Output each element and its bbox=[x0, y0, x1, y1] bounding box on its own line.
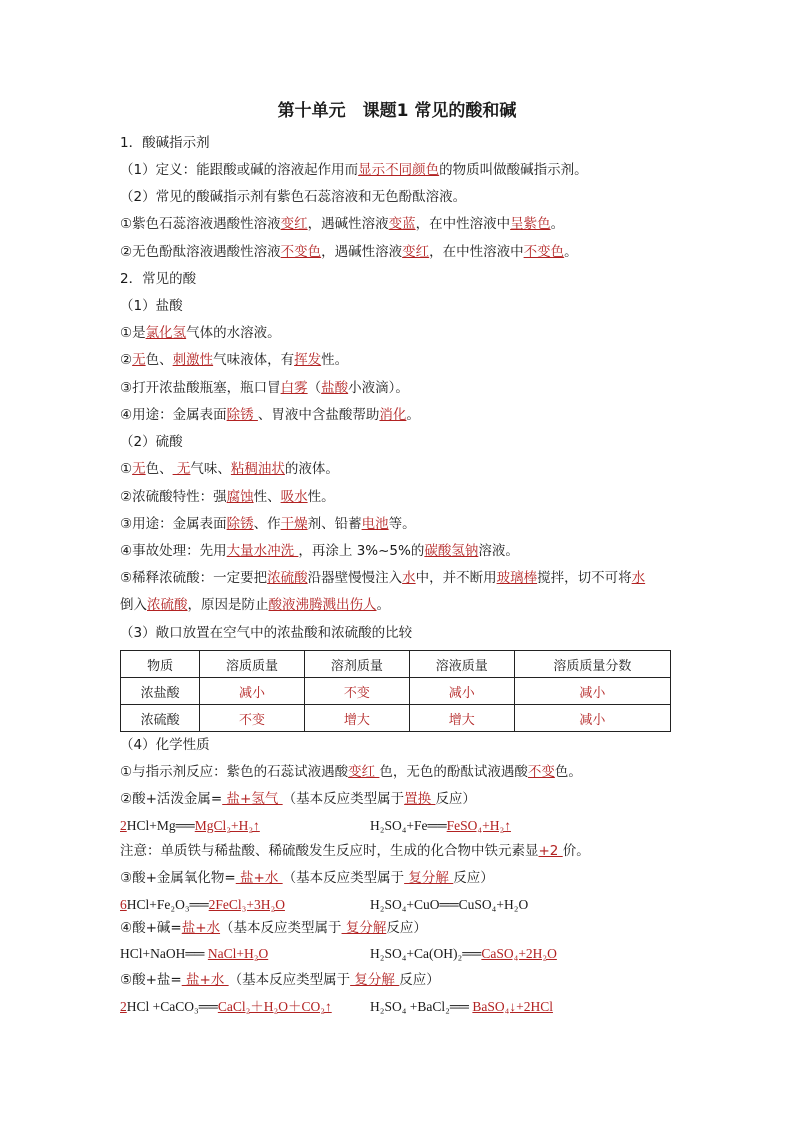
table-cell: 减小 bbox=[514, 705, 670, 732]
text-line bbox=[120, 790, 680, 808]
table-row bbox=[121, 678, 671, 705]
text-segment: 。 bbox=[376, 597, 390, 613]
text-segment: （2）常见的酸碱指示剂有紫色石蕊溶液和无色酚酞溶液。 bbox=[120, 189, 467, 205]
text-line bbox=[120, 460, 680, 478]
text-segment: ④用途：金属表面 bbox=[120, 407, 227, 423]
answer-blank: FeSO₄+H₂↑ bbox=[446, 818, 511, 833]
text-segment: ，在中性溶液中 bbox=[429, 244, 524, 260]
table-header-cell: 溶剂质量 bbox=[304, 651, 409, 678]
text-line bbox=[120, 919, 680, 937]
text-segment: 。 bbox=[406, 407, 420, 423]
page-title: 第十单元 课题1 常见的酸和碱 bbox=[277, 101, 517, 121]
text-segment: HCl+NaOH══ bbox=[120, 946, 208, 961]
text-segment: H₂SO₄ +BaCl₂══ bbox=[370, 999, 473, 1014]
equation-line bbox=[120, 817, 680, 835]
text-segment: ④事故处理：先用 bbox=[120, 543, 227, 559]
answer-blank: 除锈 bbox=[226, 407, 258, 423]
answer-blank: 粘稠油状 bbox=[230, 461, 285, 477]
text-segment: 沿器壁慢慢注入 bbox=[307, 570, 403, 586]
text-segment: （基本反应类型属于 bbox=[228, 972, 351, 988]
subsection-heading bbox=[120, 297, 680, 315]
answer-blank: 无 bbox=[132, 461, 146, 477]
answer-blank: 大量水冲洗 bbox=[226, 543, 299, 559]
answer-blank: 呈紫色 bbox=[510, 216, 551, 232]
equation bbox=[370, 945, 557, 963]
text-segment: 2．常见的酸 bbox=[120, 271, 197, 287]
text-line bbox=[120, 188, 680, 206]
answer-blank: 变蓝 bbox=[388, 216, 416, 232]
table-cell: 不变 bbox=[200, 705, 305, 732]
text-segment: （1）盐酸 bbox=[120, 298, 183, 314]
text-segment: 反应） bbox=[386, 920, 427, 936]
answer-blank: 盐+水 bbox=[181, 972, 229, 988]
table-cell: 减小 bbox=[200, 678, 305, 705]
answer-blank: 变红 bbox=[402, 244, 430, 260]
text-line bbox=[120, 243, 680, 261]
text-segment: 等。 bbox=[388, 516, 416, 532]
answer-blank: 干燥 bbox=[280, 516, 308, 532]
text-segment: ，再涂上 3%~5%的 bbox=[298, 543, 425, 559]
text-line bbox=[120, 596, 680, 614]
text-segment: ③用途：金属表面 bbox=[120, 516, 227, 532]
answer-blank: 氯化氢 bbox=[145, 325, 187, 341]
subsection-heading bbox=[120, 433, 680, 451]
text-segment: ，在中性溶液中 bbox=[415, 216, 511, 232]
answer-blank: 复分解 bbox=[341, 920, 387, 936]
text-segment: ，原因是防止 bbox=[187, 597, 269, 613]
answer-blank: 水 bbox=[631, 570, 646, 586]
answer-blank: NaCl+H₂O bbox=[207, 946, 269, 961]
answer-blank: 电池 bbox=[361, 516, 389, 532]
text-segment: 色，无色的酚酞试液遇酸 bbox=[379, 764, 528, 780]
table-cell: 增大 bbox=[304, 705, 409, 732]
text-line bbox=[120, 324, 680, 342]
answer-blank: 2 bbox=[120, 999, 127, 1014]
text-segment: （ bbox=[307, 380, 322, 396]
answer-blank: 酸液沸腾溅出伤人 bbox=[268, 597, 377, 613]
equation bbox=[120, 897, 285, 912]
text-line bbox=[120, 763, 680, 781]
answer-blank: +2 bbox=[538, 843, 563, 859]
equation bbox=[120, 946, 268, 961]
answer-blank: 置换 bbox=[404, 791, 436, 807]
text-segment: H₂SO₄+CuO══CuSO₄+H₂O bbox=[370, 897, 529, 912]
answer-blank: 2 bbox=[120, 818, 127, 833]
answer-blank: 吸水 bbox=[280, 489, 308, 505]
answer-blank: 不变 bbox=[527, 764, 555, 780]
answer-blank: 白雾 bbox=[280, 380, 308, 396]
text-segment: ②酸+活泼金属= bbox=[120, 791, 223, 807]
table-cell: 减小 bbox=[409, 678, 514, 705]
text-segment: 倒入 bbox=[120, 597, 147, 613]
equation bbox=[120, 999, 332, 1014]
answer-blank: 浓硫酸 bbox=[267, 570, 308, 586]
answer-blank: 无 bbox=[132, 352, 146, 368]
text-segment: （基本反应类型属于 bbox=[220, 920, 342, 936]
answer-blank: 水 bbox=[402, 570, 416, 586]
text-segment: 剂、铅蓄 bbox=[307, 516, 362, 532]
answer-blank: 除锈 bbox=[226, 516, 254, 532]
equation-line bbox=[120, 945, 680, 963]
answer-blank: 无 bbox=[172, 461, 191, 477]
text-line bbox=[120, 515, 680, 533]
answer-blank: 盐+水 bbox=[181, 920, 221, 936]
text-segment: ⑤酸+盐= bbox=[120, 972, 182, 988]
text-segment: 溶液。 bbox=[478, 543, 519, 559]
text-segment: 中，并不断用 bbox=[415, 570, 497, 586]
text-line bbox=[120, 971, 680, 989]
text-segment: 小液滴）。 bbox=[348, 380, 409, 396]
text-segment: 。 bbox=[550, 216, 565, 232]
text-segment: （基本反应类型属于 bbox=[282, 870, 405, 886]
text-segment: HCl +CaCO₃══ bbox=[126, 999, 218, 1014]
answer-blank: CaCl₂＋H₂O＋CO₂↑ bbox=[217, 999, 332, 1014]
text-line bbox=[120, 869, 680, 887]
text-segment: HCl+Fe₂O₃══ bbox=[126, 897, 209, 912]
text-line bbox=[120, 488, 680, 506]
text-segment: 性、 bbox=[253, 489, 281, 505]
text-segment: 色。 bbox=[554, 764, 582, 780]
answer-blank: 变红 bbox=[348, 764, 380, 780]
text-line bbox=[120, 569, 680, 587]
table-row bbox=[121, 705, 671, 732]
answer-blank: 复分解 bbox=[404, 870, 454, 886]
answer-blank: 盐+水 bbox=[235, 870, 283, 886]
text-segment: 色、 bbox=[145, 461, 173, 477]
table-header-cell: 溶液质量 bbox=[409, 651, 514, 678]
text-segment: ①紫色石蕊溶液遇酸性溶液 bbox=[120, 216, 281, 232]
text-segment: 、作 bbox=[253, 516, 281, 532]
text-segment: 1．酸碱指示剂 bbox=[120, 135, 210, 151]
text-segment: （1）定义：能跟酸或碱的溶液起作用而 bbox=[120, 162, 359, 178]
text-segment: 气体的水溶液。 bbox=[186, 325, 281, 341]
text-segment: 反应） bbox=[399, 972, 440, 988]
text-segment: ③打开浓盐酸瓶塞，瓶口冒 bbox=[120, 380, 281, 396]
answer-blank: 2FeCl₃+3H₂O bbox=[208, 897, 285, 912]
answer-blank: 不变色 bbox=[280, 244, 322, 260]
table-cell: 不变 bbox=[304, 678, 409, 705]
comparison-table bbox=[120, 650, 671, 732]
answer-blank: MgCl₂+H₂↑ bbox=[194, 818, 260, 833]
table-cell: 增大 bbox=[409, 705, 514, 732]
answer-blank: 变红 bbox=[280, 216, 308, 232]
text-segment: 气味、 bbox=[190, 461, 231, 477]
text-segment: 、胃液中含盐酸帮助 bbox=[257, 407, 380, 423]
answer-blank: 玻璃棒 bbox=[496, 570, 538, 586]
text-line bbox=[120, 161, 680, 179]
text-segment: （3）敞口放置在空气中的浓盐酸和浓硫酸的比较 bbox=[120, 625, 413, 641]
text-segment: 的物质叫做酸碱指示剂。 bbox=[439, 162, 588, 178]
answer-blank: 不变色 bbox=[523, 244, 565, 260]
text-segment: ⑤稀释浓硫酸：一定要把 bbox=[120, 570, 268, 586]
section-heading bbox=[120, 270, 680, 288]
table-header-cell: 溶质质量分数 bbox=[514, 651, 670, 678]
text-segment: （4）化学性质 bbox=[120, 737, 210, 753]
answer-blank: 盐酸 bbox=[321, 380, 349, 396]
text-line bbox=[120, 351, 680, 369]
section-heading bbox=[120, 134, 680, 152]
table-header-row bbox=[121, 651, 671, 678]
text-segment: 反应） bbox=[453, 870, 494, 886]
text-segment: ③酸+金属氧化物= bbox=[120, 870, 236, 886]
text-segment: 性。 bbox=[321, 352, 349, 368]
text-segment: 搅拌，切不可将 bbox=[537, 570, 632, 586]
equation bbox=[370, 817, 511, 835]
text-segment: 。 bbox=[564, 244, 578, 260]
equation-line bbox=[120, 998, 680, 1016]
text-segment: ，遇碱性溶液 bbox=[307, 216, 389, 232]
text-segment: ，遇碱性溶液 bbox=[321, 244, 403, 260]
text-segment: 性。 bbox=[307, 489, 335, 505]
text-segment: 反应） bbox=[435, 791, 476, 807]
equation-line bbox=[120, 896, 680, 914]
equation bbox=[370, 896, 528, 914]
answer-blank: 碳酸氢钠 bbox=[424, 543, 479, 559]
text-segment: 注意：单质铁与稀盐酸、稀硫酸发生反应时，生成的化合物中铁元素显 bbox=[120, 843, 539, 859]
text-segment: H₂SO₄+Ca(OH)₂══ bbox=[370, 946, 482, 961]
answer-blank: CaSO₄+2H₂O bbox=[481, 946, 557, 961]
table-header-cell: 溶质质量 bbox=[200, 651, 305, 678]
equation bbox=[370, 998, 553, 1016]
text-segment: ① bbox=[120, 461, 133, 477]
table-cell: 减小 bbox=[514, 678, 670, 705]
text-line bbox=[120, 406, 680, 424]
equation bbox=[120, 818, 260, 833]
text-segment: ② bbox=[120, 352, 133, 368]
table-cell: 浓硫酸 bbox=[121, 705, 200, 732]
text-segment: （2）硫酸 bbox=[120, 434, 183, 450]
text-segment: ②无色酚酞溶液遇酸性溶液 bbox=[120, 244, 281, 260]
answer-blank: 盐+氢气 bbox=[222, 791, 283, 807]
text-segment: 色、 bbox=[145, 352, 173, 368]
text-segment: HCl+Mg══ bbox=[126, 818, 195, 833]
text-segment: ①是 bbox=[120, 325, 146, 341]
text-segment: 的液体。 bbox=[284, 461, 339, 477]
text-segment: ②浓硫酸特性：强 bbox=[120, 489, 227, 505]
subsection-heading bbox=[120, 736, 680, 754]
subsection-heading bbox=[120, 624, 680, 642]
text-segment: 气味液体，有 bbox=[213, 352, 295, 368]
answer-blank: 挥发 bbox=[294, 352, 322, 368]
answer-blank: 浓硫酸 bbox=[147, 597, 188, 613]
text-segment: ④酸+碱= bbox=[120, 920, 182, 936]
text-line bbox=[120, 215, 680, 233]
answer-blank: 显示不同颜色 bbox=[358, 162, 440, 178]
answer-blank: 腐蚀 bbox=[226, 489, 254, 505]
text-line bbox=[120, 842, 680, 860]
text-segment: ①与指示剂反应：紫色的石蕊试液遇酸 bbox=[120, 764, 349, 780]
text-segment: （基本反应类型属于 bbox=[282, 791, 405, 807]
answer-blank: 消化 bbox=[379, 407, 407, 423]
table-header-cell: 物质 bbox=[121, 651, 200, 678]
answer-blank: BaSO₄↓+2HCl bbox=[472, 999, 553, 1014]
text-line bbox=[120, 379, 680, 397]
table-cell: 浓盐酸 bbox=[121, 678, 200, 705]
answer-blank: 刺激性 bbox=[172, 352, 214, 368]
text-line bbox=[120, 542, 680, 560]
answer-blank: 6 bbox=[120, 897, 127, 912]
text-segment: 价。 bbox=[562, 843, 590, 859]
answer-blank: 复分解 bbox=[350, 972, 400, 988]
text-segment: H₂SO₄+Fe══ bbox=[370, 818, 447, 833]
